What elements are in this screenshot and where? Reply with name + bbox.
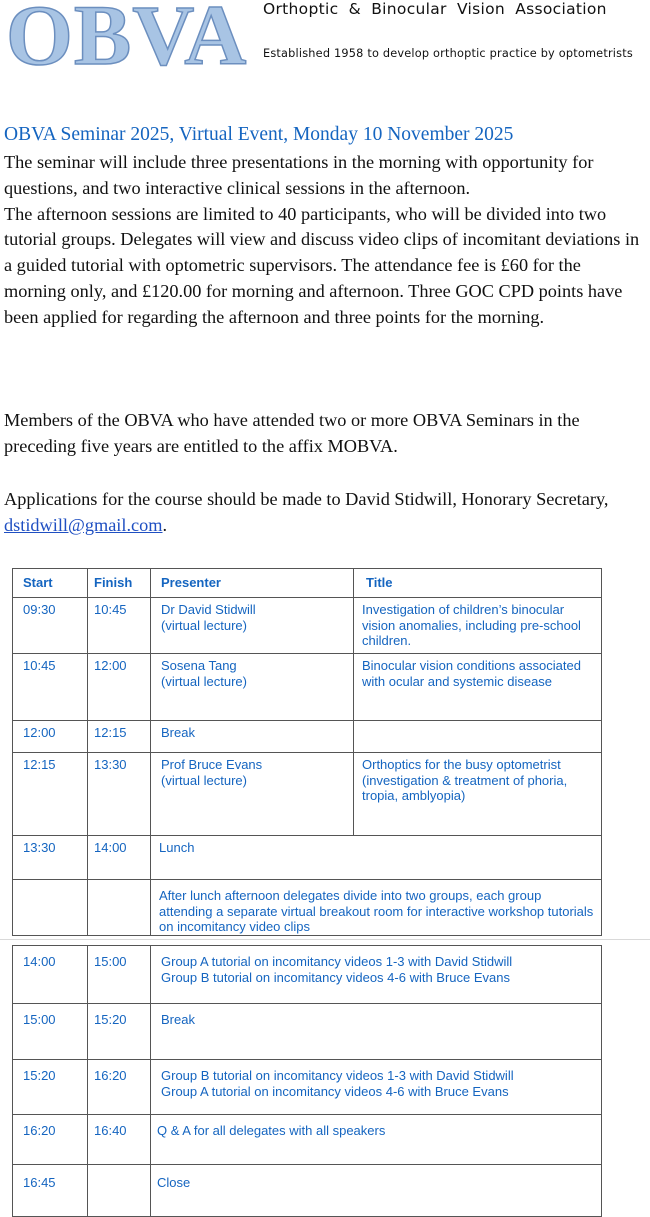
cell-activity [151,1060,602,1115]
cell-start: 12:00 [13,721,88,753]
cell-start: 10:45 [13,654,88,721]
cell-start: 13:30 [13,836,88,880]
table-row [13,880,602,936]
cell-finish: 15:00 [88,946,151,1004]
tagline: Established 1958 to develop orthoptic practice by optometrists [263,47,633,60]
table-row [13,1004,602,1060]
cell-start: 12:15 [13,753,88,836]
presenter-note: (virtual lecture) [161,772,247,788]
header-start: Start [13,569,88,598]
cell-title [354,721,602,753]
activity-line: Group B tutorial on incomitancy videos 4-6 with Bruce Evans [161,969,511,985]
cell-finish: 12:15 [88,721,151,753]
cell-finish: 16:20 [88,1060,151,1115]
cell-finish: 13:30 [88,753,151,836]
cell-presenter: Break [151,721,354,753]
email-link[interactable]: dstidwill@gmail.com [4,514,163,535]
para-mobva: Members of the OBVA who have attended two or more OBVA Seminars in the preceding five years are entitled to the affix MOBVA. [4,410,580,456]
table-row [13,1165,602,1217]
para-applications [4,487,644,539]
cell-finish: 14:00 [88,836,151,880]
cell-finish: 10:45 [88,598,151,654]
intro-paragraph [4,150,644,331]
cell-presenter [151,753,354,836]
table-row [13,598,602,654]
divider [0,939,650,940]
table-row [13,654,602,721]
morning-schedule-table [12,568,602,936]
afternoon-schedule-table [12,945,602,1217]
presenter-note: (virtual lecture) [161,673,247,689]
applications-text: Applications for the course should be made to David Stidwill, Honorary Secretary, [4,489,609,509]
cell-start: 14:00 [13,946,88,1004]
cell-start: 15:20 [13,1060,88,1115]
activity-line: Group B tutorial on incomitancy videos 1-3 with David Stidwill [161,1068,514,1083]
cell-note: After lunch afternoon delegates divide into two groups, each group attending a separate virtual breakout room for interactive workshop tutorials on incomitancy video clips [151,880,602,936]
cell-finish: 16:40 [88,1115,151,1165]
header-presenter: Presenter [151,569,354,598]
cell-start: 16:45 [13,1165,88,1217]
cell-finish: 15:20 [88,1004,151,1060]
activity-line: Group A tutorial on incomitancy videos 1-3 with David Stidwill [161,954,513,969]
para-sessions: The seminar will include three presentations in the morning with opportunity for questions, and two interactive clinical sessions in the afternoon. [4,152,594,198]
cell-activity: Break [151,1004,602,1060]
para-afternoon-details: The afternoon sessions are limited to 40 participants, who will be divided into two tutorial groups. Delegates will view and discuss video clips of incomitant deviations in a guided tutorial with optometric supervisors. The attendance fee is £60 for the morning only, and £120.00 for morning and afternoon. Three GOC CPD points have been applied for regarding the afternoon and three points for the morning. [4,203,640,327]
cell-title: Investigation of children’s binocular vision anomalies, including pre-school children. [354,598,602,654]
org-name: Orthoptic & Binocular Vision Association [263,0,607,18]
cell-activity: Q & A for all delegates with all speakers [151,1115,602,1165]
table-row [13,836,602,880]
table-row [13,721,602,753]
presenter-note: (virtual lecture) [161,617,247,633]
presenter-name: Dr David Stidwill [161,602,256,617]
cell-title: Binocular vision conditions associated with ocular and systemic disease [354,654,602,721]
activity-line: Group A tutorial on incomitancy videos 4-6 with Bruce Evans [161,1083,509,1099]
cell-activity [151,946,602,1004]
cell-presenter: Lunch [151,836,602,880]
cell-start: 15:00 [13,1004,88,1060]
table-row [13,753,602,836]
table-row [13,946,602,1004]
cell-finish: 12:00 [88,654,151,721]
table-row [13,1115,602,1165]
presenter-name: Prof Bruce Evans [161,757,263,772]
cell-start [13,880,88,936]
cell-activity: Close [151,1165,602,1217]
cell-presenter [151,598,354,654]
applications-end: . [162,514,168,535]
header-title: Title [354,569,602,598]
table-header-row [13,569,602,598]
logo: OBVA [6,0,248,83]
cell-title: Orthoptics for the busy optometrist (investigation & treatment of phoria, tropia, amblyopia) [354,753,602,836]
cell-finish [88,1165,151,1217]
cell-start: 16:20 [13,1115,88,1165]
header-finish: Finish [88,569,151,598]
presenter-name: Sosena Tang [161,658,237,673]
cell-presenter [151,654,354,721]
cell-finish [88,880,151,936]
cell-start: 09:30 [13,598,88,654]
event-heading: OBVA Seminar 2025, Virtual Event, Monday 10 November 2025 [4,124,514,145]
table-row [13,1060,602,1115]
